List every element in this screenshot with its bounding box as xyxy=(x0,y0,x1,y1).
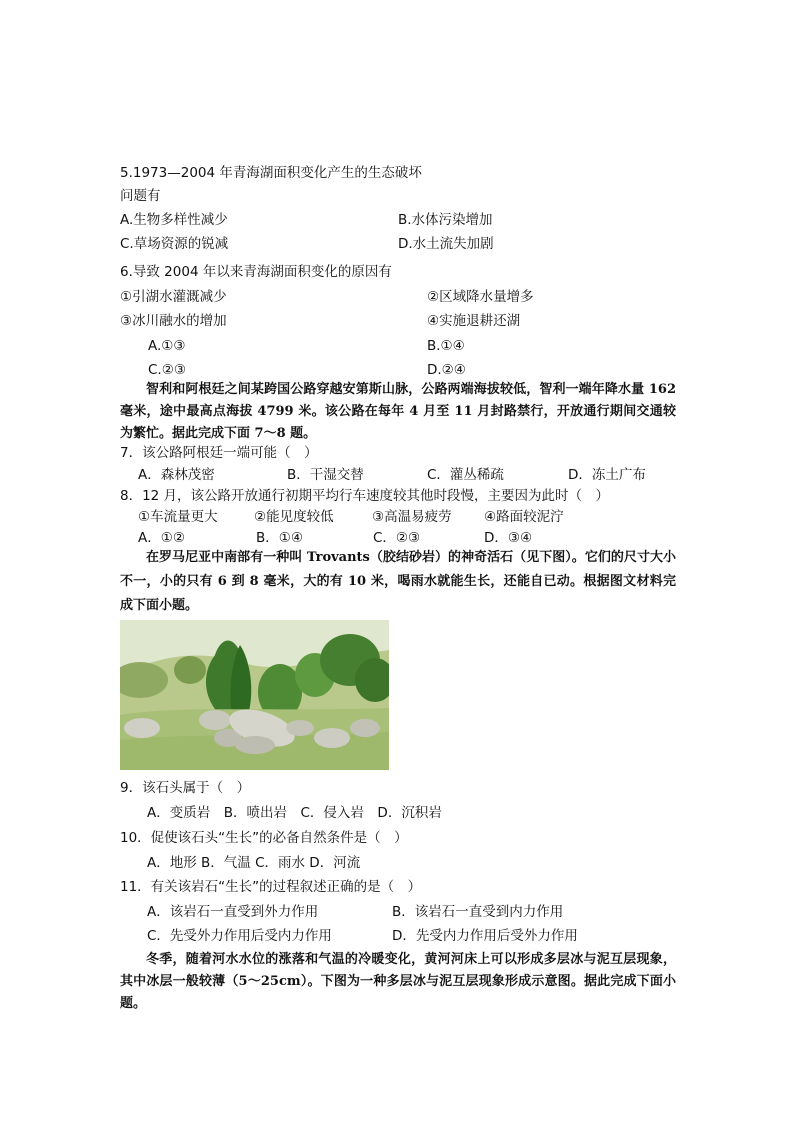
q6-option-c: C.②③ xyxy=(148,362,186,378)
q7-option-d: D．冻土广布 xyxy=(568,467,646,483)
q8-stem: 8．12 月，该公路开放通行初期平均行车速度较其他时段慢，主要因为此时（ ） xyxy=(120,488,610,504)
q8-option-b: B．①④ xyxy=(256,530,303,546)
q6-item-4: ④实施退耕还湖 xyxy=(427,313,521,329)
q8-item-2: ②能见度较低 xyxy=(254,509,334,525)
q5-option-c: C.草场资源的锐减 xyxy=(120,236,229,252)
trovants-photo-drawing xyxy=(120,620,389,770)
q11-option-d: D．先受内力作用后受外力作用 xyxy=(392,928,578,944)
trovants-photo xyxy=(120,620,389,770)
q11-stem: 11．有关该岩石“生长”的过程叙述正确的是（ ） xyxy=(120,879,422,895)
q8-item-3: ③高温易疲劳 xyxy=(372,509,452,525)
q7-option-a: A．森林茂密 xyxy=(138,467,215,483)
q7-option-b: B．干湿交替 xyxy=(287,467,364,483)
q6-option-b: B.①④ xyxy=(427,338,465,354)
q6-option-d: D.②④ xyxy=(427,362,466,378)
q11-option-b: B．该岩石一直受到内力作用 xyxy=(392,904,564,920)
q7-option-c: C．灌丛稀疏 xyxy=(427,467,504,483)
q8-option-d: D．③④ xyxy=(484,530,533,546)
q8-option-a: A．①② xyxy=(138,530,185,546)
q11-option-a: A．该岩石一直受到外力作用 xyxy=(147,904,319,920)
q8-item-4: ④路面较泥泞 xyxy=(484,509,564,525)
q10-options: A．地形 B．气温 C．雨水 D．河流 xyxy=(147,855,361,871)
passage-yellow-river-ice: 冬季，随着河水水位的涨落和气温的冷暖变化，黄河河床上可以形成多层冰与泥互层现象，其中冰层一般较薄（5～25cm）。下图为一种多层冰与泥互层现象形成示意图。据此完成下面小题。 xyxy=(120,952,676,1011)
passage-andes-highway: 智利和阿根廷之间某跨国公路穿越安第斯山脉，公路两端海拔较低，智利一端年降水量 162 毫米，途中最高点海拔 4799 米。该公路在每年 4 月至 11 月封路禁行，开放通行期间交通较为繁忙。据此完成下面 7～8 题。 xyxy=(120,382,676,441)
q9-stem: 9．该石头属于（ ） xyxy=(120,780,251,796)
q5-option-d: D.水土流失加剧 xyxy=(398,236,494,252)
q6-item-1: ①引湖水灌溉减少 xyxy=(120,289,227,305)
q5-option-a: A.生物多样性减少 xyxy=(120,212,228,228)
q5-stem-line2: 问题有 xyxy=(120,188,161,204)
q8-option-c: C．②③ xyxy=(373,530,421,546)
q5-option-b: B.水体污染增加 xyxy=(398,212,493,228)
passage-trovants: 在罗马尼亚中南部有一种叫 Trovants（胶结砂岩）的神奇活石（见下图）。它们的尺寸大小不一，小的只有 6 到 8 毫米，大的有 10 米，喝雨水就能生长，还能自已动。根据图文材料完成下面小题。 xyxy=(120,550,676,613)
q11-option-c: C．先受外力作用后受内力作用 xyxy=(147,928,332,944)
q7-stem: 7．该公路阿根廷一端可能（ ） xyxy=(120,445,318,461)
q9-options: A．变质岩 B．喷出岩 C．侵入岩 D．沉积岩 xyxy=(147,805,442,821)
q6-option-a: A.①③ xyxy=(148,338,186,354)
q8-item-1: ①车流量更大 xyxy=(138,509,218,525)
q6-item-3: ③冰川融水的增加 xyxy=(120,313,227,329)
q6-item-2: ②区域降水量增多 xyxy=(427,289,534,305)
q5-stem-line1: 5.1973—2004 年青海湖面积变化产生的生态破坏 xyxy=(120,165,422,181)
q10-stem: 10．促使该石头“生长”的必备自然条件是（ ） xyxy=(120,830,408,846)
q6-stem: 6.导致 2004 年以来青海湖面积变化的原因有 xyxy=(120,264,392,280)
